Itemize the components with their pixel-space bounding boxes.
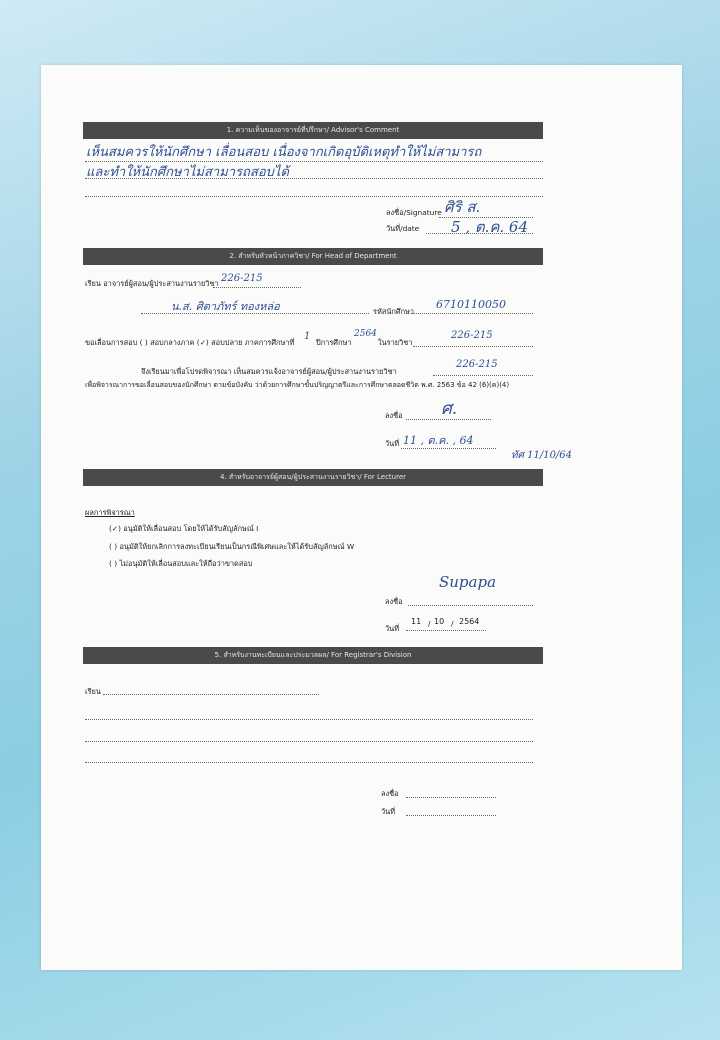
registrar-dotline-2 (85, 741, 533, 742)
to-lecturer-line (213, 287, 301, 288)
head-signature-label: ลงชื่อ (385, 411, 403, 420)
registrar-signature-label: ลงชื่อ (381, 789, 399, 798)
registrar-dotline-3 (85, 762, 533, 763)
registrar-dotline-1 (85, 719, 533, 720)
registrar-to-label: เรียน (85, 687, 101, 696)
student-name: น.ส. ศิตาภัทร์ ทองหล่อ (171, 300, 280, 313)
registrar-date-line (406, 815, 496, 816)
student-id-line (411, 313, 533, 314)
head-date-label: วันที่ (385, 439, 400, 448)
lecturer-date-line (406, 630, 486, 631)
section2-header: 2. สำหรับหัวหน้าภาควิชา/ For Head of Department (83, 248, 543, 265)
course-value: 226-215 (451, 330, 493, 341)
lecturer-date-label: วันที่ (385, 624, 400, 633)
result-title: ผลการพิจารณา (85, 508, 135, 517)
to-lecturer-label: เรียน อาจารย์ผู้สอน/ผู้ประสานงานรายวิชา (85, 279, 219, 288)
semester-value: 1 (304, 331, 311, 342)
advisor-comment-line2: และทำให้นักศึกษาไม่สามารถสอบได้ (86, 165, 289, 180)
registrar-signature-line (406, 797, 496, 798)
student-name-line (141, 313, 369, 314)
section4-header: 4. สำหรับอาจารย์ผู้สอน/ผู้ประสานงานรายวิชา/ For Lecturer (83, 469, 543, 486)
result-option-approve-i: (✓) อนุมัติให้เลื่อนสอบ โดยให้ได้รับสัญลักษณ์ I (109, 524, 259, 533)
advisor-date-label: วันที่/date (386, 224, 420, 233)
year-label: ปีการศึกษา (316, 338, 352, 347)
registrar-to-line (103, 694, 319, 695)
course-line (413, 346, 533, 347)
consider-course-value: 226-215 (456, 359, 498, 370)
head-signature-line (406, 419, 491, 420)
consider-line-dots (433, 375, 533, 376)
consider-line: จึงเรียนมาเพื่อโปรดพิจารณา เห็นสมควรแจ้งอาจารย์ผู้สอน/ผู้ประสานงานรายวิชา (141, 367, 397, 376)
student-id-label: รหัสนักศึกษา (373, 307, 415, 316)
lecturer-date-month: 10 (434, 617, 445, 626)
advisor-date-value: 5 , ต.ค. 64 (451, 218, 529, 236)
comment-dotline-2 (85, 178, 543, 179)
to-lecturer-course: 226-215 (221, 273, 263, 284)
advisor-date-line (426, 233, 533, 234)
advisor-signature-label: ลงชื่อ/Signature (386, 208, 442, 217)
side-handwritten-note: ทัศ 11/10/64 (511, 450, 573, 461)
year-value: 2564 (354, 329, 377, 339)
student-id-value: 6710110050 (436, 298, 506, 311)
lecturer-date-day: 11 (411, 617, 422, 626)
head-date-line (401, 448, 496, 449)
section5-header: 5. สำหรับงานทะเบียนและประมวลผล/ For Registrar's Division (83, 647, 543, 664)
request-line: ขอเลื่อนการสอบ ( ) สอบกลางภาค (✓) สอบปลาย ภาคการศึกษาที่ (85, 338, 295, 347)
advisor-comment-line1: เห็นสมควรให้นักศึกษา เลื่อนสอบ เนื่องจากเกิดอุบัติเหตุทำให้ไม่สามารถ (86, 145, 482, 160)
lecturer-signature: Supapa (439, 573, 497, 591)
registrar-date-label: วันที่ (381, 807, 396, 816)
regulation-line: เพื่อพิจารณาการขอเลื่อนสอบของนักศึกษา ตามข้อบังคับ ว่าด้วยการศึกษาขั้นปริญญาตรีและการศึกษาตลอดชีวิต พ.ศ. 2563 ข้อ 42 (6)(ค)(4) (85, 381, 510, 389)
course-label: ในรายวิชา (378, 338, 413, 347)
document-page: 1. ความเห็นของอาจารย์ที่ปรึกษา/ Advisor's Comment เห็นสมควรให้นักศึกษา เลื่อนสอบ เนื่องจากเกิดอุบัติเหตุทำให้ไม่สามารถ และทำให้นักศึกษาไม่สามารถสอบได้ ลงชื่อ/Signature ศิริ ส. วันที่/date 5 , ต.ค. 64 2. สำหรับหัวหน้าภาควิชา/ For Head of Department เรียน อาจารย์ผู้สอน/ผู้ประสานงานรายวิชา 226-215 น.ส. ศิตาภัทร์ ทองหล่อ รหัสนักศึกษา 6710110050 ขอเลื่อนการสอบ ( ) สอบกลางภาค (✓) สอบปลาย ภาคการศึกษาที่ 1 ปีการศึกษา 2564 ในรายวิชา 226-215 จึงเรียนมาเพื่อโปรดพิจารณา เห็นสมควรแจ้งอาจารย์ผู้สอน/ผู้ประสานงานรายวิชา 226-215 เพื่อพิจารณาการขอเลื่อนสอบของนักศึกษา ตามข้อบังคับ ว่าด้วยการศึกษาขั้นปริญญาตรีและการศึกษาตลอดชีวิต พ.ศ. 2563 ข้อ 42 (6)(ค)(4) ลงชื่อ ศ. วันที่ 11 , ต.ค. , 64 ทัศ 11/10/64 4. สำหรับอาจารย์ผู้สอน/ผู้ประสานงานรายวิชา/ For Lecturer ผลการพิจารณา (✓) อนุมัติให้เลื่อนสอบ โดยให้ได้รับสัญลักษณ์ I ( ) อนุมัติให้ยกเลิกการลงทะเบียนเรียนเป็นกรณีพิเศษและให้ได้รับสัญลักษณ์ W ( ) ไม่อนุมัติให้เลื่อนสอบและให้ถือว่าขาดสอบ ลงชื่อ Supapa วันที่ 11 / 10 / 2564 5. สำหรับงานทะเบียนและประมวลผล/ For Registrar's Division เรียน ลงชื่อ วันที่ (41, 65, 682, 970)
section1-header: 1. ความเห็นของอาจารย์ที่ปรึกษา/ Advisor's Comment (83, 122, 543, 139)
head-signature: ศ. (441, 399, 458, 419)
advisor-signature: ศิริ ส. (444, 198, 481, 216)
lecturer-signature-label: ลงชื่อ (385, 597, 403, 606)
lecturer-date-year: 2564 (459, 617, 480, 626)
result-option-approve-w: ( ) อนุมัติให้ยกเลิกการลงทะเบียนเรียนเป็นกรณีพิเศษและให้ได้รับสัญลักษณ์ W (109, 542, 355, 551)
head-date-value: 11 , ต.ค. , 64 (403, 434, 474, 447)
result-option-deny: ( ) ไม่อนุมัติให้เลื่อนสอบและให้ถือว่าขาดสอบ (109, 559, 253, 568)
lecturer-signature-line (408, 605, 533, 606)
